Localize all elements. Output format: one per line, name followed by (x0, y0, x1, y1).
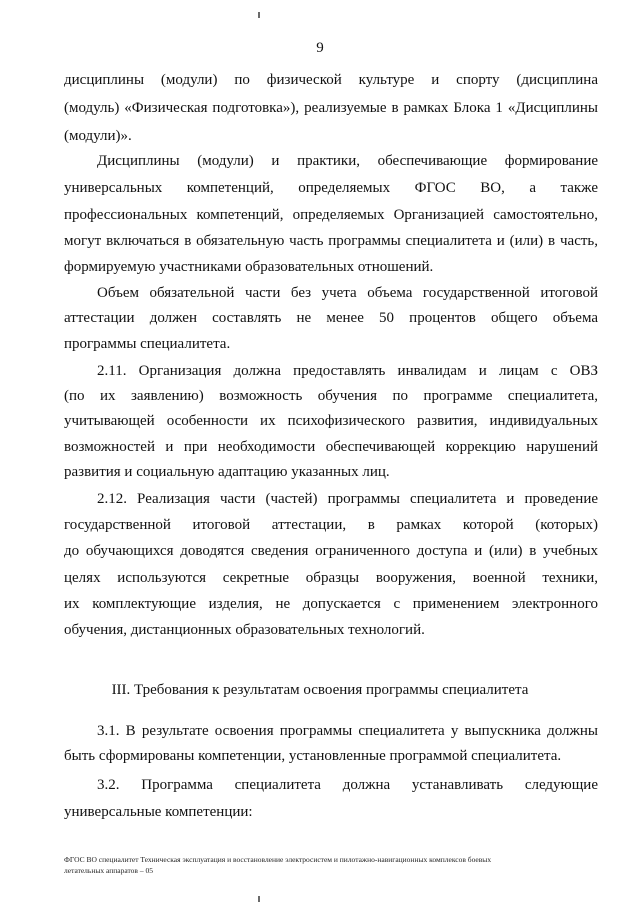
section-heading: III. Требования к результатам освоения программы специалитета (111, 682, 529, 698)
paragraph-2-line-2: универсальных компетенций, определяемых ФГОС ВО, а также (64, 180, 598, 196)
paragraph-3-line-3: программы специалитета. (64, 336, 231, 352)
scan-mark-bottom (258, 896, 260, 902)
paragraph-2-line-5: формируемую участниками образовательных отношений. (64, 259, 434, 275)
paragraph-4-line-1: 2.11. Организация должна предоставлять инвалидам и лицам с ОВЗ (97, 363, 598, 379)
paragraph-3-line-2: аттестации должен составлять не менее 50 процентов общего объема (64, 310, 598, 326)
paragraph-2-line-1: Дисциплины (модули) и практики, обеспечивающие формирование (97, 153, 598, 169)
paragraph-4-line-5: развития и социальную адаптацию указанных лиц. (64, 464, 390, 480)
paragraph-6-line-1: 3.1. В результате освоения программы специалитета у выпускника должны (97, 723, 598, 739)
paragraph-1-line-3: (модули)». (64, 128, 132, 144)
paragraph-2-line-3: профессиональных компетенций, определяемых Организацией самостоятельно, (64, 207, 598, 223)
paragraph-3-line-1: Объем обязательной части без учета объема государственной итоговой (97, 285, 598, 301)
scan-mark-top (258, 12, 260, 18)
page-number: 9 (316, 40, 324, 56)
paragraph-7-line-1: 3.2. Программа специалитета должна устанавливать следующие (97, 777, 598, 793)
paragraph-5-line-6: обучения, дистанционных образовательных технологий. (64, 622, 425, 638)
paragraph-1-line-2: (модуль) «Физическая подготовка»), реализуемые в рамках Блока 1 «Дисциплины (64, 100, 598, 116)
paragraph-1-line-1: дисциплины (модули) по физической культуре и спорту (дисциплина (64, 72, 598, 88)
paragraph-5-line-1: 2.12. Реализация части (частей) программы специалитета и проведение (97, 491, 598, 507)
paragraph-6-line-2: быть сформированы компетенции, установленные программой специалитета. (64, 748, 562, 764)
paragraph-5-line-2: государственной итоговой аттестации, в рамках которой (которых) (64, 517, 598, 533)
footer-line-1: ФГОС ВО специалитет Техническая эксплуатация и восстановление электросистем и пилотажно-навигационных комплексов боевых (64, 855, 492, 864)
paragraph-4-line-2: (по их заявлению) возможность обучения по программе специалитета, (64, 388, 598, 404)
paragraph-5-line-4: целях используются секретные образцы вооружения, военной техники, (64, 570, 598, 586)
paragraph-5-line-5: их комплектующие изделия, не допускается с применением электронного (64, 596, 598, 612)
paragraph-5-line-3: до обучающихся доводятся сведения ограниченного доступа и (или) в учебных (64, 543, 598, 559)
footer-line-2: летательных аппаратов – 05 (64, 866, 153, 875)
paragraph-7-line-2: универсальные компетенции: (64, 804, 253, 820)
paragraph-4-line-4: возможностей и при необходимости обеспечивающей коррекцию нарушений (64, 439, 598, 455)
paragraph-4-line-3: учитывающей особенности их психофизического развития, индивидуальных (64, 413, 598, 429)
paragraph-2-line-4: могут включаться в обязательную часть программы специалитета и (или) в часть, (64, 233, 598, 249)
